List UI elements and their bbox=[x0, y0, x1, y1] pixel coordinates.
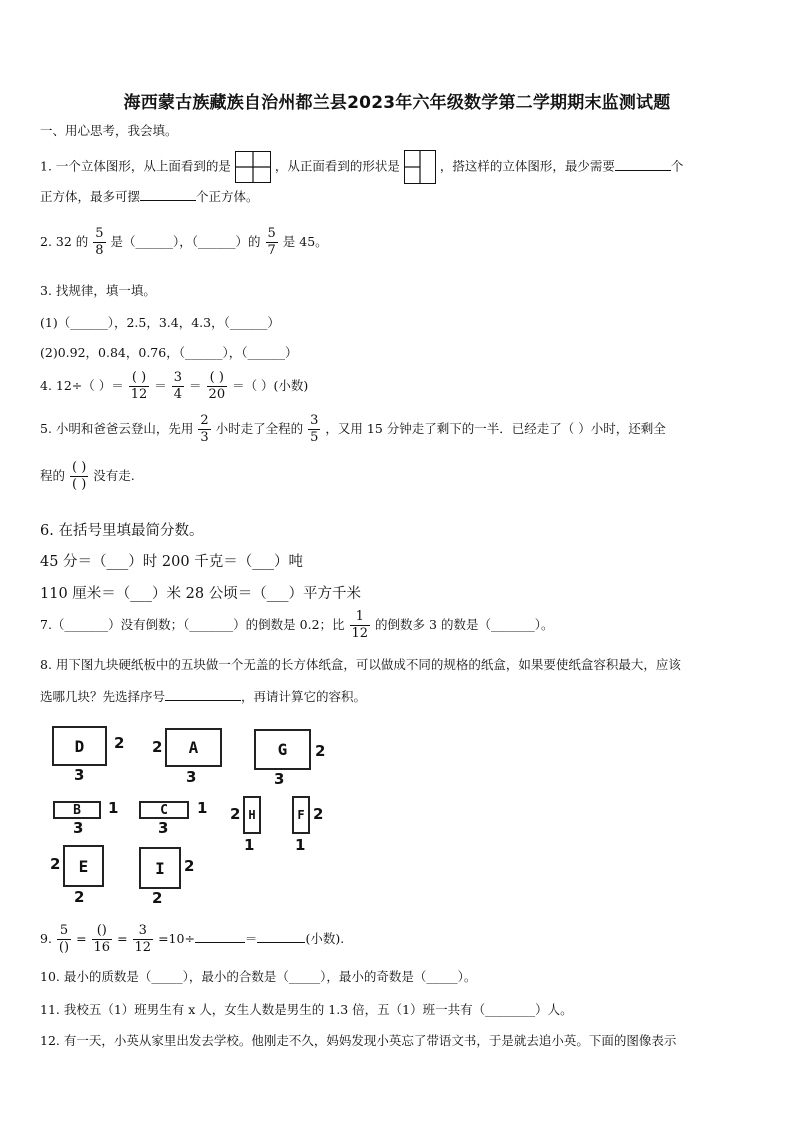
question-10: 10. 最小的质数是（_____），最小的合数是（_____），最小的奇数是（_____）。 bbox=[40, 969, 477, 984]
board-f: F bbox=[292, 796, 310, 834]
question-9: 9. $\frac{5}{()}$ = $\frac{()}{16}$ = $\frac{3}{12}$ =10÷ ＝ (小数). bbox=[40, 923, 345, 955]
board-i-width: 2 bbox=[152, 889, 163, 907]
question-7: 7.（_______）没有倒数；（_______）的倒数是 0.2；比 $\frac{1}{12}$ 的倒数多 3 的数是（_______）。 bbox=[40, 609, 554, 641]
question-8-line-1: 8. 用下图九块硬纸板中的五块做一个无盖的长方体纸盒，可以做成不同的规格的纸盒，如果要使纸盒容积最大，应该 bbox=[40, 657, 681, 672]
board-b: B bbox=[53, 801, 101, 819]
question-3-line-2: (2)0.92，0.84，0.76，（______），（______） bbox=[40, 345, 298, 360]
page-title: 海西蒙古族藏族自治州都兰县2023年六年级数学第二学期期末监测试题 bbox=[123, 93, 671, 113]
top-view-icon bbox=[235, 151, 271, 183]
board-b-height: 1 bbox=[108, 799, 119, 817]
question-1-line-2: 正方体，最多可摆 个正方体。 bbox=[40, 189, 259, 204]
fraction: $\frac{2}{3}$ bbox=[200, 413, 209, 445]
fraction: $\frac{5}{8}$ bbox=[95, 226, 104, 258]
board-a-width: 3 bbox=[186, 768, 197, 786]
board-e: E bbox=[63, 845, 104, 887]
board-d-width: 3 bbox=[74, 766, 85, 784]
question-6-heading: 6. 在括号里填最简分数。 bbox=[40, 523, 204, 539]
question-4: 4. 12÷（ ）＝ $\frac{( )}{12}$ ＝ $\frac{3}{4}$ ＝ $\frac{( )}{20}$ ＝（ ）(小数) bbox=[40, 370, 309, 402]
board-c: C bbox=[139, 801, 189, 819]
board-c-height: 1 bbox=[197, 799, 208, 817]
board-h-height: 2 bbox=[230, 805, 241, 823]
question-11: 11. 我校五（1）班男生有 x 人，女生人数是男生的 1.3 倍，五（1）班一共有（________）人。 bbox=[40, 1002, 573, 1017]
fraction: $\frac{()}{16}$ bbox=[93, 923, 111, 955]
question-6-line-1: 45 分＝（___）时 200 千克＝（___）吨 bbox=[40, 554, 303, 570]
board-d-height: 2 bbox=[114, 734, 125, 752]
fraction: $\frac{( )}{20}$ bbox=[208, 370, 226, 402]
board-h-width: 1 bbox=[244, 836, 255, 854]
board-e-height: 2 bbox=[50, 855, 61, 873]
question-5-line-2: 程的 $\frac{( )}{( )}$ 没有走. bbox=[40, 460, 135, 492]
fraction: $\frac{3}{5}$ bbox=[310, 413, 319, 445]
board-f-width: 1 bbox=[295, 836, 306, 854]
board-d: D bbox=[52, 726, 107, 766]
board-a-height: 2 bbox=[152, 738, 163, 756]
board-f-height: 2 bbox=[313, 805, 324, 823]
fraction: $\frac{1}{12}$ bbox=[351, 609, 369, 641]
question-6-line-2: 110 厘米＝（___）米 28 公顷＝（___）平方千米 bbox=[40, 586, 361, 602]
fraction: $\frac{( )}{12}$ bbox=[130, 370, 148, 402]
question-3-line-1: (1)（______），2.5，3.4，4.3，（______） bbox=[40, 315, 280, 330]
fraction: $\frac{3}{4}$ bbox=[173, 370, 183, 402]
board-b-width: 3 bbox=[73, 819, 84, 837]
fraction: $\frac{5}{()}$ bbox=[58, 923, 70, 955]
fraction: $\frac{( )}{( )}$ bbox=[72, 460, 87, 492]
board-i-height: 2 bbox=[184, 857, 195, 875]
question-8-line-2: 选哪几块？先选择序号 ，再请计算它的容积。 bbox=[40, 689, 367, 704]
board-e-width: 2 bbox=[74, 888, 85, 906]
fraction: $\frac{3}{12}$ bbox=[134, 923, 152, 955]
board-g-height: 2 bbox=[315, 742, 326, 760]
front-view-icon bbox=[404, 150, 436, 184]
question-3-heading: 3. 找规律，填一填。 bbox=[40, 283, 156, 298]
board-c-width: 3 bbox=[158, 819, 169, 837]
question-5-line-1: 5. 小明和爸爸云登山，先用 $\frac{2}{3}$ 小时走了全程的 $\frac{3}{5}$ ，又用 15 分钟走了剩下的一半．已经走了（ ）小时，还剩全 bbox=[40, 413, 666, 445]
board-h: H bbox=[243, 796, 261, 834]
question-1-line-1: 1. 一个立体图形，从上面看到的是 ，从正面看到的形状是 ，搭这样的立体图形，最少需要 个 bbox=[40, 150, 683, 184]
question-2: 2. 32 的 $\frac{5}{8}$ 是（______），（______）的 $\frac{5}{7}$ 是 45。 bbox=[40, 226, 328, 258]
question-12: 12. 有一天，小英从家里出发去学校。他刚走不久，妈妈发现小英忘了带语文书，于是就去追小英。下面的图像表示 bbox=[40, 1033, 677, 1048]
board-g-width: 3 bbox=[274, 770, 285, 788]
board-a: A bbox=[165, 728, 222, 767]
board-g: G bbox=[254, 729, 311, 770]
fraction: $\frac{5}{7}$ bbox=[267, 226, 276, 258]
section-heading: 一、用心思考，我会填。 bbox=[40, 123, 178, 138]
board-i: I bbox=[139, 847, 181, 889]
